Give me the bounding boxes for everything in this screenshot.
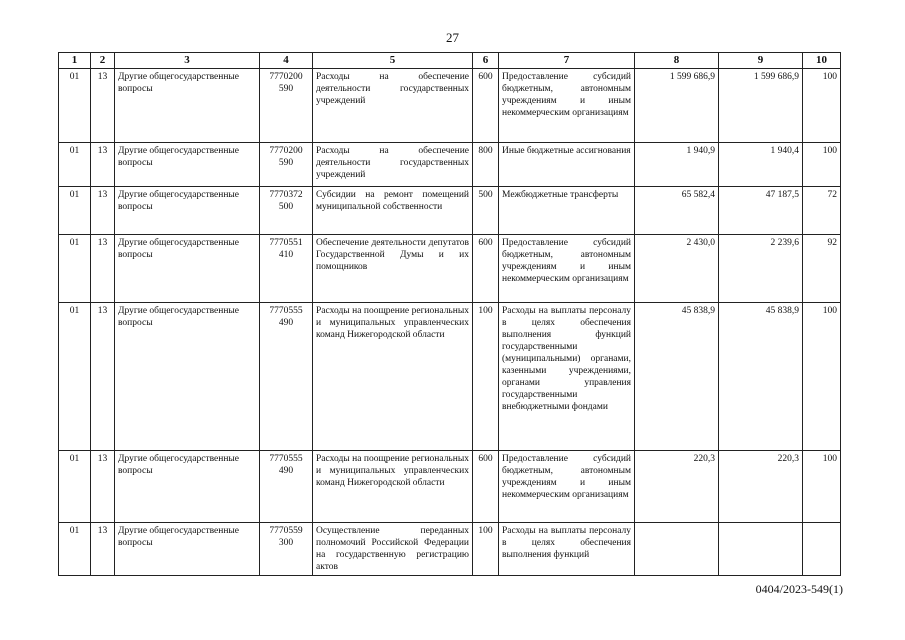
column-header: 6 xyxy=(473,53,499,69)
subsection-code: 13 xyxy=(91,303,115,451)
section-code: 01 xyxy=(59,187,91,235)
header-row xyxy=(59,53,841,69)
executed-amount: 220,3 xyxy=(719,451,803,523)
column-header: 7 xyxy=(499,53,635,69)
table-row xyxy=(59,523,841,576)
column-header: 9 xyxy=(719,53,803,69)
target-article-code: 7770372 500 xyxy=(260,187,313,235)
target-article-name: Расходы на обеспечение деятельности государственных учреждений xyxy=(313,143,473,187)
planned-amount: 2 430,0 xyxy=(635,235,719,303)
page-number: 27 xyxy=(446,30,459,45)
section-code: 01 xyxy=(59,235,91,303)
expense-type-code: 100 xyxy=(473,303,499,451)
target-article-code: 7770200 590 xyxy=(260,143,313,187)
subsection-code: 13 xyxy=(91,143,115,187)
planned-amount: 1 599 686,9 xyxy=(635,69,719,143)
column-header: 1 xyxy=(59,53,91,69)
table-row xyxy=(59,143,841,187)
subsection-name: Другие общегосударственные вопросы xyxy=(115,69,260,143)
execution-percent: 72 xyxy=(803,187,841,235)
expense-type-name: Расходы на выплаты персоналу в целях обеспечения выполнения функций xyxy=(499,523,635,576)
planned-amount: 1 940,9 xyxy=(635,143,719,187)
execution-percent: 100 xyxy=(803,143,841,187)
target-article-code: 7770200 590 xyxy=(260,69,313,143)
section-code: 01 xyxy=(59,303,91,451)
section-code: 01 xyxy=(59,523,91,576)
execution-percent xyxy=(803,523,841,576)
expense-type-name: Межбюджетные трансферты xyxy=(499,187,635,235)
table-row xyxy=(59,235,841,303)
column-header: 2 xyxy=(91,53,115,69)
execution-percent: 100 xyxy=(803,69,841,143)
subsection-name: Другие общегосударственные вопросы xyxy=(115,451,260,523)
target-article-code: 7770555 490 xyxy=(260,303,313,451)
target-article-name: Расходы на обеспечение деятельности государственных учреждений xyxy=(313,69,473,143)
executed-amount xyxy=(719,523,803,576)
execution-percent: 100 xyxy=(803,451,841,523)
expense-type-code: 600 xyxy=(473,235,499,303)
execution-percent: 100 xyxy=(803,303,841,451)
expense-type-code: 600 xyxy=(473,69,499,143)
table-row xyxy=(59,69,841,143)
expense-type-code: 800 xyxy=(473,143,499,187)
target-article-code: 7770559 300 xyxy=(260,523,313,576)
subsection-name: Другие общегосударственные вопросы xyxy=(115,187,260,235)
target-article-code: 7770551 410 xyxy=(260,235,313,303)
subsection-name: Другие общегосударственные вопросы xyxy=(115,235,260,303)
executed-amount: 45 838,9 xyxy=(719,303,803,451)
subsection-code: 13 xyxy=(91,235,115,303)
target-article-name: Расходы на поощрение региональных и муниципальных управленческих команд Нижегородской области xyxy=(313,303,473,451)
planned-amount: 45 838,9 xyxy=(635,303,719,451)
budget-table xyxy=(58,52,841,576)
executed-amount: 1 599 686,9 xyxy=(719,69,803,143)
target-article-name: Субсидии на ремонт помещений муниципальной собственности xyxy=(313,187,473,235)
column-header: 8 xyxy=(635,53,719,69)
expense-type-code: 100 xyxy=(473,523,499,576)
expense-type-code: 600 xyxy=(473,451,499,523)
execution-percent: 92 xyxy=(803,235,841,303)
column-header: 3 xyxy=(115,53,260,69)
subsection-name: Другие общегосударственные вопросы xyxy=(115,303,260,451)
subsection-code: 13 xyxy=(91,187,115,235)
expense-type-name: Предоставление субсидий бюджетным, автономным учреждениям и иным некоммерческим организациям xyxy=(499,451,635,523)
expense-type-name: Иные бюджетные ассигнования xyxy=(499,143,635,187)
planned-amount: 220,3 xyxy=(635,451,719,523)
subsection-code: 13 xyxy=(91,69,115,143)
expense-type-name: Предоставление субсидий бюджетным, автономным учреждениям и иным некоммерческим организациям xyxy=(499,69,635,143)
target-article-name: Расходы на поощрение региональных и муниципальных управленческих команд Нижегородской области xyxy=(313,451,473,523)
planned-amount xyxy=(635,523,719,576)
executed-amount: 1 940,4 xyxy=(719,143,803,187)
subsection-code: 13 xyxy=(91,523,115,576)
document-code: 0404/2023-549(1) xyxy=(755,582,843,596)
section-code: 01 xyxy=(59,143,91,187)
column-header: 4 xyxy=(260,53,313,69)
target-article-name: Обеспечение деятельности депутатов Государственной Думы и их помощников xyxy=(313,235,473,303)
table-row xyxy=(59,303,841,451)
expense-type-code: 500 xyxy=(473,187,499,235)
executed-amount: 47 187,5 xyxy=(719,187,803,235)
expense-type-name: Расходы на выплаты персоналу в целях обеспечения выполнения функций государственными (муниципальными) органами, казенными учреждениями, органами управления государственными внебюджетными фондами xyxy=(499,303,635,451)
section-code: 01 xyxy=(59,451,91,523)
table-row xyxy=(59,451,841,523)
subsection-name: Другие общегосударственные вопросы xyxy=(115,523,260,576)
table-row xyxy=(59,187,841,235)
planned-amount: 65 582,4 xyxy=(635,187,719,235)
column-header: 5 xyxy=(313,53,473,69)
column-header: 10 xyxy=(803,53,841,69)
expense-type-name: Предоставление субсидий бюджетным, автономным учреждениям и иным некоммерческим организациям xyxy=(499,235,635,303)
subsection-name: Другие общегосударственные вопросы xyxy=(115,143,260,187)
target-article-code: 7770555 490 xyxy=(260,451,313,523)
subsection-code: 13 xyxy=(91,451,115,523)
section-code: 01 xyxy=(59,69,91,143)
executed-amount: 2 239,6 xyxy=(719,235,803,303)
target-article-name: Осуществление переданных полномочий Российской Федерации на государственную регистрацию актов xyxy=(313,523,473,576)
